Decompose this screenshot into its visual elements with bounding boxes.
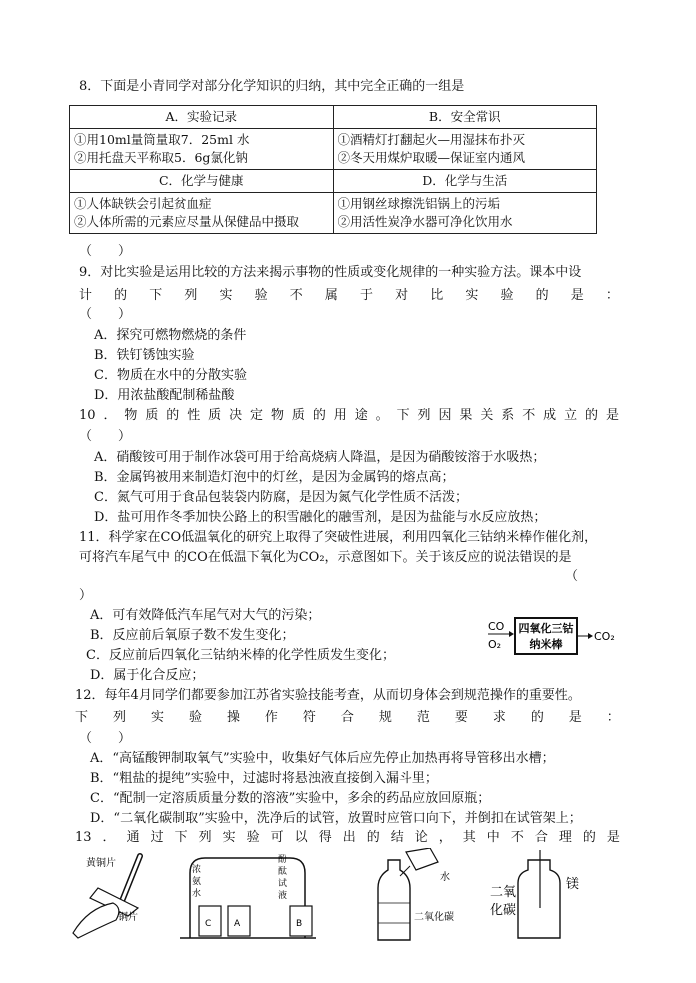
q10-char: 的 bbox=[585, 408, 599, 423]
q8-d-item-2: ②用活性炭净水器可净化饮用水 bbox=[337, 214, 513, 229]
q9-char: 列 bbox=[184, 288, 198, 303]
diagram-co2-label: CO₂ bbox=[594, 630, 615, 643]
q10-char: 不 bbox=[522, 408, 536, 423]
copper-label: 铜片 bbox=[118, 912, 138, 923]
q8-b-item-1: ①酒精灯打翻起火—用湿抹布扑灭 bbox=[337, 132, 526, 147]
q13-char: 验 bbox=[246, 830, 260, 845]
q13-char: 是 bbox=[606, 830, 620, 845]
q10-option-d: D．盐可用作冬季加快公路上的积雪融化的融雪剂，是因为盐能与水反应放热； bbox=[94, 510, 547, 525]
q8-table bbox=[69, 105, 597, 234]
figure-ammonia-diffusion bbox=[180, 853, 316, 938]
q9-char: 实 bbox=[219, 288, 233, 303]
q9-stem-line1: 9．对比实验是运用比较的方法来揭示事物的性质或变化规律的一种实验方法。课本中设 bbox=[79, 265, 582, 280]
q12-char: 要 bbox=[454, 710, 468, 725]
q8-a-item-1: ①用10ml量筒量取7．25ml 水 bbox=[74, 132, 250, 147]
q8-b-item-2: ②冬天用煤炉取暖—保证室内通风 bbox=[337, 150, 526, 165]
q11-paren-open: （ bbox=[565, 569, 579, 584]
q10-char: 物 bbox=[270, 408, 284, 423]
q9-char: 属 bbox=[324, 288, 338, 303]
q9-char: 验 bbox=[500, 288, 514, 303]
q12-char: 是 bbox=[568, 710, 582, 725]
q9-char: 是 bbox=[570, 288, 584, 303]
q9-char: 对 bbox=[395, 288, 409, 303]
q9-answer-paren: （ ） bbox=[79, 307, 132, 322]
q10-char: 系 bbox=[501, 408, 515, 423]
q8-cell-d-title: D．化学与生活 bbox=[333, 170, 597, 193]
q9-char: 的 bbox=[535, 288, 549, 303]
figure-magnesium-co2 bbox=[490, 850, 579, 938]
q9-char: 计 bbox=[79, 288, 93, 303]
diagram-o2-label: O₂ bbox=[488, 638, 502, 651]
q13-stem bbox=[75, 829, 620, 847]
q9-option-b: B．铁钉锈蚀实验 bbox=[94, 348, 195, 363]
q13-char: 不 bbox=[510, 830, 524, 845]
q10-char: 因 bbox=[438, 408, 452, 423]
q9-stem-line2 bbox=[79, 287, 619, 305]
phenol-char-1: 酚 bbox=[278, 855, 288, 865]
q12-char: 符 bbox=[302, 710, 316, 725]
q12-option-a: A．“高锰酸钾制取氧气”实验中，收集好气体后应先停止加热再将导管移出水槽； bbox=[90, 751, 555, 766]
q10-option-b: B．金属钨被用来制造灯泡中的灯丝，是因为金属钨的熔点高； bbox=[94, 470, 455, 485]
q9-char: 下 bbox=[149, 288, 163, 303]
q10-char: 关 bbox=[480, 408, 494, 423]
q13-char: 13 bbox=[75, 830, 92, 845]
q10-char: 定 bbox=[250, 408, 264, 423]
q10-char: 成 bbox=[543, 408, 557, 423]
co2-label: 二氧化碳 bbox=[414, 912, 454, 923]
q8-cell-a-items bbox=[70, 129, 334, 170]
q8-cell-a-title: A．实验记录 bbox=[70, 106, 334, 129]
q10-char: 质 bbox=[145, 408, 159, 423]
diagram-output-arrow-icon bbox=[588, 633, 593, 639]
q13-char: 列 bbox=[198, 830, 212, 845]
magnesium-label: 镁 bbox=[566, 877, 580, 892]
brass-strip-inner bbox=[120, 856, 140, 906]
q13-char: 过 bbox=[150, 830, 164, 845]
q12-char: 合 bbox=[340, 710, 354, 725]
q10-char: 用 bbox=[333, 408, 347, 423]
q13-experiment-figures bbox=[68, 848, 628, 943]
q12-answer-paren: （ ） bbox=[79, 731, 132, 746]
q12-stem-line2 bbox=[75, 709, 620, 727]
q8-a-item-2: ②用托盘天平称取5．6g氯化钠 bbox=[74, 150, 248, 165]
q13-char: ． bbox=[102, 830, 116, 845]
q12-option-c: C．“配制一定溶质质量分数的溶液”实验中，多余的药品应放回原瓶； bbox=[90, 791, 491, 806]
q12-char: 作 bbox=[264, 710, 278, 725]
q10-char: 物 bbox=[124, 408, 138, 423]
co2-jar-label-1: 二氧 bbox=[490, 885, 517, 900]
q13-char: 以 bbox=[294, 830, 308, 845]
q9-char: 实 bbox=[465, 288, 479, 303]
q13-char: ， bbox=[438, 830, 452, 845]
plastic-bottle bbox=[378, 860, 410, 940]
water-label: 水 bbox=[440, 872, 450, 883]
q13-char: 实 bbox=[222, 830, 236, 845]
q11-option-d: D．属于化合反应； bbox=[90, 668, 205, 683]
q12-char: 求 bbox=[492, 710, 506, 725]
ammonia-char-2: 氨 bbox=[192, 877, 202, 887]
q11-option-a: A．可有效降低汽车尾气对大气的污染； bbox=[90, 608, 321, 623]
q8-c-item-1: ①人体缺铁会引起贫血症 bbox=[74, 196, 212, 211]
q12-option-d: D．“二氧化碳制取”实验中，洗净后的试管，放置时应管口向下，并倒扣在试管架上； bbox=[90, 811, 582, 826]
q12-stem-line1: 12．每年4月同学们都要参加江苏省实验技能考查，从而切身体会到规范操作的重要性。 bbox=[75, 688, 581, 703]
phenol-char-2: 酞 bbox=[278, 867, 288, 877]
ammonia-char-3: 水 bbox=[192, 889, 202, 899]
q10-char: 质 bbox=[291, 408, 305, 423]
q8-cell-b-items bbox=[333, 129, 597, 170]
q12-option-b: B．“粗盐的提纯”实验中，过滤时将悬浊液直接倒入漏斗里； bbox=[90, 771, 438, 786]
co2-jar-label-2: 化碳 bbox=[490, 903, 517, 918]
q12-char: 实 bbox=[150, 710, 164, 725]
q9-char: ： bbox=[605, 288, 619, 303]
q10-answer-paren: （ ） bbox=[79, 429, 132, 444]
q9-char: 不 bbox=[289, 288, 303, 303]
q13-char: 下 bbox=[174, 830, 188, 845]
q12-char: 列 bbox=[112, 710, 126, 725]
q10-char: 果 bbox=[459, 408, 473, 423]
gas-jar bbox=[518, 860, 560, 938]
ammonia-char-1: 浓 bbox=[192, 865, 202, 875]
pouring-beaker bbox=[406, 848, 438, 870]
figure-co2-bottle bbox=[378, 848, 454, 940]
q8-c-item-2: ②人体所需的元素应尽量从保健品中摄取 bbox=[74, 214, 300, 229]
diagram-input-arrow-icon bbox=[509, 631, 514, 637]
q10-char: 是 bbox=[605, 408, 619, 423]
q11-stem-line1: 11．科学家在CO低温氧化的研究上取得了突破性进展，利用四氧化三钴纳米棒作催化剂， bbox=[79, 530, 598, 545]
q13-char: 得 bbox=[318, 830, 332, 845]
q8-cell-d-items bbox=[333, 193, 597, 234]
phenol-char-3: 试 bbox=[278, 879, 288, 889]
q9-option-a: A．探究可燃物燃烧的条件 bbox=[94, 328, 247, 343]
q9-char: 的 bbox=[114, 288, 128, 303]
q13-char: 论 bbox=[414, 830, 428, 845]
q12-char: 操 bbox=[226, 710, 240, 725]
q13-char: 理 bbox=[558, 830, 572, 845]
q10-char: 。 bbox=[375, 408, 389, 423]
q10-char: 途 bbox=[354, 408, 368, 423]
q13-char: 中 bbox=[486, 830, 500, 845]
q11-stem-line2: 可将汽车尾气中 的CO在低温下氧化为CO₂，示意图如下。关于该反应的说法错误的是 bbox=[79, 550, 572, 565]
q13-char: 其 bbox=[462, 830, 476, 845]
q8-cell-c-title: C．化学与健康 bbox=[70, 170, 334, 193]
diagram-box-line1: 四氧化三钴 bbox=[518, 622, 574, 635]
q13-char: 的 bbox=[582, 830, 596, 845]
q10-char: 的 bbox=[166, 408, 180, 423]
q10-option-c: C．氮气可用于食品包装袋内防腐，是因为氮气化学性质不活泼； bbox=[94, 490, 468, 505]
q8-answer-paren: （ ） bbox=[79, 244, 132, 259]
q13-char: 结 bbox=[390, 830, 404, 845]
q10-char: 的 bbox=[312, 408, 326, 423]
q11-reaction-diagram bbox=[485, 610, 620, 660]
q9-option-d: D．用浓盐酸配制稀盐酸 bbox=[94, 388, 235, 403]
q12-char: ： bbox=[606, 710, 620, 725]
q9-char: 于 bbox=[360, 288, 374, 303]
figure-brass-copper bbox=[73, 856, 140, 938]
q10-char: 立 bbox=[564, 408, 578, 423]
q12-char: 规 bbox=[378, 710, 392, 725]
q12-char: 的 bbox=[530, 710, 544, 725]
q9-char: 验 bbox=[254, 288, 268, 303]
q8-cell-b-title: B．安全常识 bbox=[333, 106, 597, 129]
phenol-char-4: 液 bbox=[278, 891, 288, 901]
q12-char: 范 bbox=[416, 710, 430, 725]
beaker-c-label: C bbox=[205, 919, 212, 929]
q10-char: 下 bbox=[396, 408, 410, 423]
diagram-box-line2: 纳米棒 bbox=[529, 638, 563, 651]
q11-option-b: B．反应前后氧原子数不发生变化； bbox=[90, 628, 295, 643]
diagram-co-label: CO bbox=[488, 620, 505, 633]
beaker-b-label: B bbox=[296, 919, 303, 929]
q11-paren-close: ） bbox=[79, 588, 93, 603]
q13-char: 合 bbox=[534, 830, 548, 845]
q10-char: 质 bbox=[208, 408, 222, 423]
q13-char: 出 bbox=[342, 830, 356, 845]
beaker-a-label: A bbox=[234, 919, 241, 929]
q10-char: 性 bbox=[187, 408, 201, 423]
q8-d-item-1: ①用钢丝球擦洗铝锅上的污垢 bbox=[337, 196, 501, 211]
q12-char: 下 bbox=[75, 710, 89, 725]
q8-cell-c-items bbox=[70, 193, 334, 234]
q9-char: 比 bbox=[430, 288, 444, 303]
q13-char: 可 bbox=[270, 830, 284, 845]
q10-char: 决 bbox=[229, 408, 243, 423]
q9-option-c: C．物质在水中的分散实验 bbox=[94, 368, 247, 383]
q13-char: 通 bbox=[126, 830, 140, 845]
q10-char: 10 bbox=[79, 408, 96, 423]
q11-option-c: C．反应前后四氧化三钴纳米棒的化学性质发生变化； bbox=[86, 648, 395, 663]
q13-char: 的 bbox=[366, 830, 380, 845]
q8-stem: 8．下面是小青同学对部分化学知识的归纳，其中完全正确的一组是 bbox=[79, 79, 465, 94]
q12-char: 验 bbox=[188, 710, 202, 725]
brass-label: 黄铜片 bbox=[86, 858, 116, 869]
q10-char: ． bbox=[103, 408, 117, 423]
hand-icon bbox=[73, 903, 119, 938]
q10-char: 列 bbox=[417, 408, 431, 423]
q10-option-a: A．硝酸铵可用于制作冰袋可用于给高烧病人降温，是因为硝酸铵溶于水吸热； bbox=[94, 450, 546, 465]
q10-stem bbox=[79, 407, 619, 425]
